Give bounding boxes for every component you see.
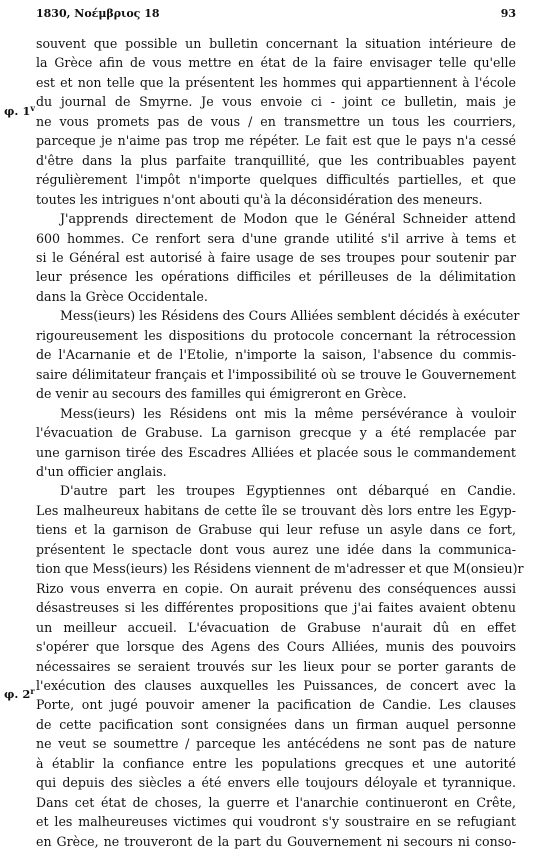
text-line: si le Général est autorisé à faire usage de ses troupes pour soutenir par [36,249,516,265]
text-line: à établir la confiance entre les populations grecques et une autorité [36,755,516,771]
text-line: rigoureusement les dispositions du protocole concernant la rétrocession [36,327,516,343]
text-line: saire délimitateur français et l'impossibilité où se trouve le Gouvernement [36,366,516,382]
text-line: de venir au secours des familles qui émigreront en Grèce. [36,386,407,402]
text-line: d'un officier anglais. [36,463,167,479]
paragraph [36,34,516,209]
text-line: souvent que possible un bulletin concernant la situation intérieure de [36,36,516,51]
folio-marker-label: φ. 1 [4,104,31,118]
paragraph [36,209,516,306]
page-number: 93 [500,7,516,20]
text-line: nécessaires se seraient trouvés sur les lieux pour se porter garants de [36,658,516,674]
paragraph [36,306,520,403]
text-line: la Grèce afin de vous mettre en état de la faire envisager telle qu'elle [36,55,516,71]
text-line: présentent le spectacle dont vous aurez une idée dans la communica- [36,541,516,557]
text-line: ne vous promets pas de vous / en transmettre un tous les courriers, [36,113,516,129]
text-line: toutes les intrigues n'ont abouti qu'à la déconsidération des meneurs. [36,191,483,207]
text-line: Les malheureux habitans de cette île se trouvant dès lors entre les Egyp- [36,502,516,518]
text-line: J'apprends directement de Modon que le Général Schneider attend [60,211,516,227]
text-line: Rizo vous enverra en copie. On aurait prévenu des conséquences aussi [36,580,516,596]
text-line: D'autre part les troupes Egyptiennes ont débarqué en Candie. [60,483,516,499]
text-line: d'être dans la plus parfaite tranquillité, que les contribuables payent [36,152,516,168]
text-line: s'opérer que lorsque des Agens des Cours Alliées, munis des pouvoirs [36,639,516,655]
text-line: un meilleur accueil. L'évacuation de Grabuse n'aurait dû en effet [36,619,516,635]
text-line: Mess(ieurs) les Résidens des Cours Alliées semblent décidés à exécuter [60,308,520,324]
text-line: Dans cet état de choses, la guerre et l'anarchie continueront en Crête, [36,794,516,810]
text-line: qui depuis des siècles a été envers elle toujours déloyale et tyrannique. [36,775,516,791]
text-line: dans la Grèce Occidentale. [36,288,208,304]
text-line: et les malheureuses victimes qui voudront s'y soustraire en se refugiant [36,814,516,830]
folio-marker-2r [4,682,35,704]
text-line: leur présence les opérations difficiles et périlleuses de la délimitation [36,269,516,285]
text-line: Porte, ont jugé pouvoir amener la pacification de Candie. Les clauses [36,697,516,713]
text-line: tion que Mess(ieurs) les Résidens viennent de m'adresser et que M(onsieu)r [36,561,524,577]
text-line: de l'Acarnanie et de l'Etolie, n'importe la saison, l'absence du commis- [36,347,516,363]
letter-body [36,34,524,851]
folio-marker-side: r [30,686,35,696]
folio-marker-label: φ. 2 [4,687,31,701]
text-line: Mess(ieurs) les Résidens ont mis la même persévérance à vouloir [60,405,516,421]
folio-marker-side: v [30,103,36,113]
text-line: de cette pacification sont consignées dans un firman auquel personne [36,716,516,732]
text-line: 600 hommes. Ce renfort sera d'une grande utilité s'il arrive à tems et [36,230,516,246]
text-line: en Grèce, ne trouveront de la part du Gouvernement ni secours ni conso- [36,833,516,849]
text-line: ne veut se soumettre / parceque les antécédens ne sont pas de nature [36,736,516,752]
text-line: tiens et la garnison de Grabuse qui leur refuse un asyle dans ce fort, [36,522,516,538]
header-date: 1830, Νοέμβριος 18 [36,7,160,20]
text-line: est et non telle que la présentent les hommes qui appartiennent à l'école [36,74,516,90]
text-line: parceque je n'aime pas trop me répéter. Le fait est que le pays n'a cessé [36,133,516,149]
paragraph [36,481,524,851]
text-line: l'évacuation de Grabuse. La garnison grecque y a été remplacée par [36,425,516,441]
text-line: désastreuses si les différentes propositions que j'ai faites avaient obtenu [36,600,516,616]
folio-marker-1v [4,99,35,121]
text-line: une garnison tirée des Escadres Alliées et placée sous le commandement [36,444,516,460]
text-line: du journal de Smyrne. Je vous envoie ci - joint ce bulletin, mais je [36,94,516,110]
text-line: l'exécution des clauses auxquelles les Puissances, de concert avec la [36,677,516,693]
text-line: régulièrement l'impôt n'importe quelques difficultés partielles, et que [36,172,516,188]
paragraph [36,404,516,482]
